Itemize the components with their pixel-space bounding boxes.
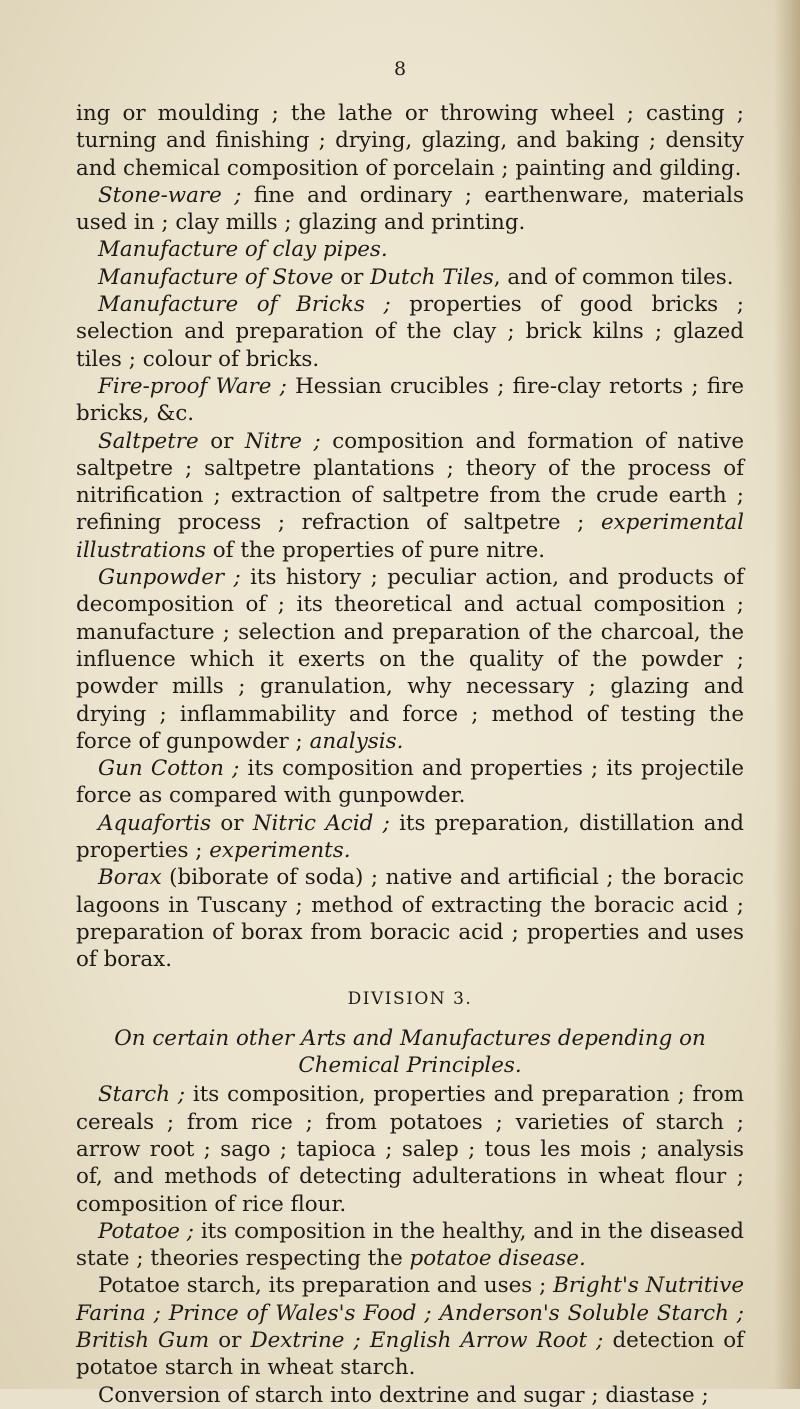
italic-run: experiments. xyxy=(209,838,351,864)
paragraph xyxy=(76,1218,744,1273)
paragraph xyxy=(76,1272,744,1381)
text-run: its composition and properties ; its projectile force as compared with gunpowder. xyxy=(76,756,744,809)
paragraph xyxy=(76,1081,744,1217)
paragraph xyxy=(76,564,744,755)
page-edge-shadow xyxy=(774,0,800,1389)
paragraph xyxy=(76,291,744,373)
italic-run: Dextrine ; English Arrow Root ; xyxy=(250,1328,604,1354)
italic-run: Manufacture of clay pipes. xyxy=(98,237,388,263)
italic-run: experimental illustrations xyxy=(76,510,744,563)
text-run: of the properties of pure nitre. xyxy=(205,537,546,563)
division-title xyxy=(76,1025,744,1080)
text-run: fine and ordinary ; earthenware, materials used in ; clay mills ; glazing and printing. xyxy=(76,182,744,236)
italic-run: Nitric Acid ; xyxy=(252,810,390,836)
italic-run: Gunpowder ; xyxy=(98,565,241,591)
text-run: Potatoe starch, its preparation and uses ; xyxy=(98,1273,554,1299)
paragraph xyxy=(76,1382,744,1409)
paragraphs-before-division xyxy=(76,100,744,974)
paragraph xyxy=(76,236,744,263)
italic-run: Dutch Tiles xyxy=(370,264,494,290)
page-number: 8 xyxy=(393,58,407,80)
paragraph xyxy=(76,810,744,865)
italic-run: Borax xyxy=(98,865,162,891)
text-block xyxy=(76,100,744,1409)
paragraph xyxy=(76,373,744,428)
italic-run: Stone-ware ; xyxy=(98,182,242,208)
text-run: or xyxy=(211,810,253,836)
text-run: its composition, properties and preparation ; from cereals ; from rice ; from potatoes ; varieties of starch ; arrow root ; sago ; tapioca ; salep ; tous les mois ; analysis of, and methods of detecting adulterations in wheat flour ; composition of rice flour. xyxy=(76,1082,744,1217)
text-run: or xyxy=(198,428,245,454)
italic-run: potatoe disease. xyxy=(409,1246,586,1272)
paragraph xyxy=(76,264,744,291)
text-run: its preparation, distillation and properties ; xyxy=(76,810,744,864)
paragraph xyxy=(76,428,744,564)
italic-run: Starch ; xyxy=(98,1082,186,1108)
text-run: (biborate of soda) ; native and artificial ; the boracic lagoons in Tuscany ; method of extracting the boracic acid ; preparation of borax from boracic acid ; properties and uses of borax. xyxy=(76,865,744,973)
paragraph xyxy=(76,182,744,237)
paragraph xyxy=(76,755,744,810)
italic-run: Manufacture of Stove xyxy=(98,264,334,290)
paragraph xyxy=(76,864,744,973)
text-run: its history ; peculiar action, and products of decomposition of ; its theoretical and actual composition ; manufacture ; selection and preparation of the charcoal, the influence which it exerts on the quality of the powder ; powder mills ; granulation, why necessary ; glazing and drying ; inflammability and force ; method of testing the force of gunpowder ; xyxy=(76,565,744,754)
italic-run: Nitre ; xyxy=(244,428,321,454)
italic-run: analysis. xyxy=(309,728,404,754)
division-heading: DIVISION 3. xyxy=(347,988,473,1009)
text-run: or xyxy=(333,264,371,290)
italic-run: Gun Cotton ; xyxy=(98,756,240,782)
division-title-line-1: On certain other Arts and Manufactures depending on xyxy=(114,1025,706,1051)
text-run: ing or moulding ; the lathe or throwing wheel ; casting ; turning and finishing ; drying, glazing, and baking ; density and chemical composition of porcelain ; painting and gilding. xyxy=(76,101,744,181)
text-run: its composition in the healthy, and in the diseased state ; theories respecting the xyxy=(76,1218,744,1272)
division-title-line-2: Chemical Principles. xyxy=(298,1053,522,1079)
italic-run: Potatoe ; xyxy=(98,1218,194,1244)
paragraph xyxy=(76,100,744,182)
text-run: , and of common tiles. xyxy=(493,264,734,290)
paragraphs-after-division xyxy=(76,1081,744,1409)
italic-run: Aquafortis xyxy=(98,810,212,836)
text-run: or xyxy=(209,1328,251,1354)
italic-run: Manufacture of Bricks ; xyxy=(98,292,391,318)
text-run: Conversion of starch into dextrine and sugar ; diastase ; xyxy=(98,1382,709,1408)
text-run: Hessian crucibles ; fire-clay retorts ; fire bricks, &c. xyxy=(76,373,744,427)
text-run: properties of good bricks ; selection and preparation of the clay ; brick kilns ; glazed tiles ; colour of bricks. xyxy=(76,292,744,372)
italic-run: Bright's Nutritive Farina ; Prince of Wales's Food ; Anderson's Soluble Starch ; British Gum xyxy=(76,1273,744,1354)
italic-run: Saltpetre xyxy=(98,428,199,454)
text-run: composition and formation of native saltpetre ; saltpetre plantations ; theory of the process of nitrification ; extraction of saltpetre from the crude earth ; refining process ; refraction of saltpetre ; xyxy=(76,428,745,536)
text-run: detection of potatoe starch in wheat starch. xyxy=(76,1328,745,1381)
italic-run: Fire-proof Ware ; xyxy=(98,373,287,399)
